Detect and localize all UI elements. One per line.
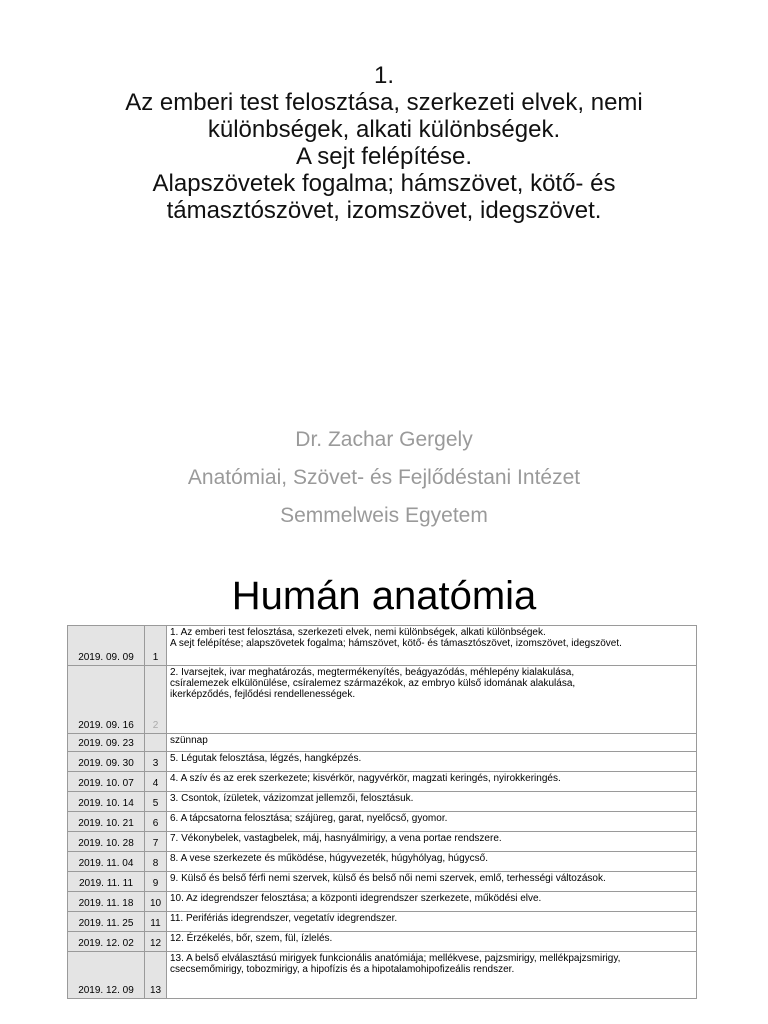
- row-topic: 6. A tápcsatorna felosztása; szájüreg, garat, nyelőcső, gyomor.: [167, 812, 697, 832]
- row-topic: 7. Vékonybelek, vastagbelek, máj, hasnyálmirigy, a vena portae rendszere.: [167, 832, 697, 852]
- row-date: 2019. 09. 23: [68, 734, 145, 752]
- row-date: 2019. 11. 11: [68, 872, 145, 892]
- table-row: [68, 752, 697, 772]
- row-date: 2019. 10. 21: [68, 812, 145, 832]
- table-row: [68, 952, 697, 999]
- table-row: [68, 872, 697, 892]
- row-date: 2019. 09. 30: [68, 752, 145, 772]
- row-topic: 13. A belső elválasztású mirigyek funkcionális anatómiája; mellékvese, pajzsmirigy, mellékpajzsmirigy, csecsemőmirigy, tobozmirigy, a hipofízis és a hipotalamohipofizeális rendszer.: [167, 952, 697, 999]
- row-date: 2019. 10. 28: [68, 832, 145, 852]
- row-topic: 2. Ivarsejtek, ivar meghatározás, megtermékenyítés, beágyazódás, méhlepény kialakulása, csíralemezek elkülönülése, csíralemez származékok, az embryo külső idomának alakulása, ikerképződés, fejlődési rendellenességek.: [167, 666, 697, 734]
- row-topic: 3. Csontok, ízületek, vázizomzat jellemzői, felosztásuk.: [167, 792, 697, 812]
- row-topic: 10. Az idegrendszer felosztása; a központi idegrendszer szerkezete, működési elve.: [167, 892, 697, 912]
- row-date: 2019. 09. 16: [68, 666, 145, 734]
- row-date: 2019. 11. 04: [68, 852, 145, 872]
- row-number: 9: [145, 872, 167, 892]
- schedule-table: [67, 625, 697, 999]
- row-date: 2019. 12. 09: [68, 952, 145, 999]
- table-row: [68, 812, 697, 832]
- row-topic: 8. A vese szerkezete és működése, húgyvezeték, húgyhólyag, húgycső.: [167, 852, 697, 872]
- table-row: [68, 626, 697, 666]
- table-row: [68, 912, 697, 932]
- author-university: Semmelweis Egyetem: [280, 504, 488, 527]
- row-topic: 5. Légutak felosztása, légzés, hangképzés.: [167, 752, 697, 772]
- table-row: [68, 892, 697, 912]
- title-line: Az emberi test felosztása, szerkezeti elvek, nemi: [125, 89, 643, 116]
- row-date: 2019. 09. 09: [68, 626, 145, 666]
- row-topic: 4. A szív és az erek szerkezete; kisvérkör, nagyvérkör, magzati keringés, nyirokkeringés.: [167, 772, 697, 792]
- row-date: 2019. 10. 07: [68, 772, 145, 792]
- table-row: [68, 772, 697, 792]
- title-line: támasztószövet, izomszövet, idegszövet.: [166, 197, 602, 224]
- row-number: 12: [145, 932, 167, 952]
- title-line: 1.: [373, 62, 394, 89]
- row-date: 2019. 11. 25: [68, 912, 145, 932]
- row-number: 8: [145, 852, 167, 872]
- row-number: 1: [145, 626, 167, 666]
- row-topic: 9. Külső és belső férfi nemi szervek, külső és belső női nemi szervek, emlő, terhességi változások.: [167, 872, 697, 892]
- course-heading: Humán anatómia: [231, 574, 537, 618]
- row-date: 2019. 12. 02: [68, 932, 145, 952]
- row-number: 4: [145, 772, 167, 792]
- row-number: 10: [145, 892, 167, 912]
- row-topic: 11. Perifériás idegrendszer, vegetatív idegrendszer.: [167, 912, 697, 932]
- row-number: 7: [145, 832, 167, 852]
- title-line: A sejt felépítése.: [295, 143, 473, 170]
- row-number: 11: [145, 912, 167, 932]
- table-row: [68, 932, 697, 952]
- title-line: Alapszövetek fogalma; hámszövet, kötő- és: [152, 170, 616, 197]
- title-line: különbségek, alkati különbségek.: [207, 116, 561, 143]
- table-row: [68, 852, 697, 872]
- row-topic: 12. Érzékelés, bőr, szem, fül, ízlelés.: [167, 932, 697, 952]
- author-name: Dr. Zachar Gergely: [295, 428, 473, 451]
- table-row: [68, 734, 697, 752]
- table-row: [68, 666, 697, 734]
- slide-title: [0, 62, 768, 224]
- row-number: 3: [145, 752, 167, 772]
- table-row: [68, 832, 697, 852]
- row-number: 6: [145, 812, 167, 832]
- row-topic: szünnap: [167, 734, 697, 752]
- author-institute: Anatómiai, Szövet- és Fejlődéstani Intézet: [187, 466, 581, 489]
- table-row: [68, 792, 697, 812]
- row-date: 2019. 10. 14: [68, 792, 145, 812]
- row-number: [145, 734, 167, 752]
- row-number: 13: [145, 952, 167, 999]
- row-date: 2019. 11. 18: [68, 892, 145, 912]
- row-topic: 1. Az emberi test felosztása, szerkezeti elvek, nemi különbségek, alkati különbségek. A sejt felépítése; alapszövetek fogalma; hámszövet, kötő- és támasztószövet, izomszövet, idegszövet.: [167, 626, 697, 666]
- author-info: [0, 425, 768, 539]
- row-number: 2: [145, 666, 167, 734]
- row-number: 5: [145, 792, 167, 812]
